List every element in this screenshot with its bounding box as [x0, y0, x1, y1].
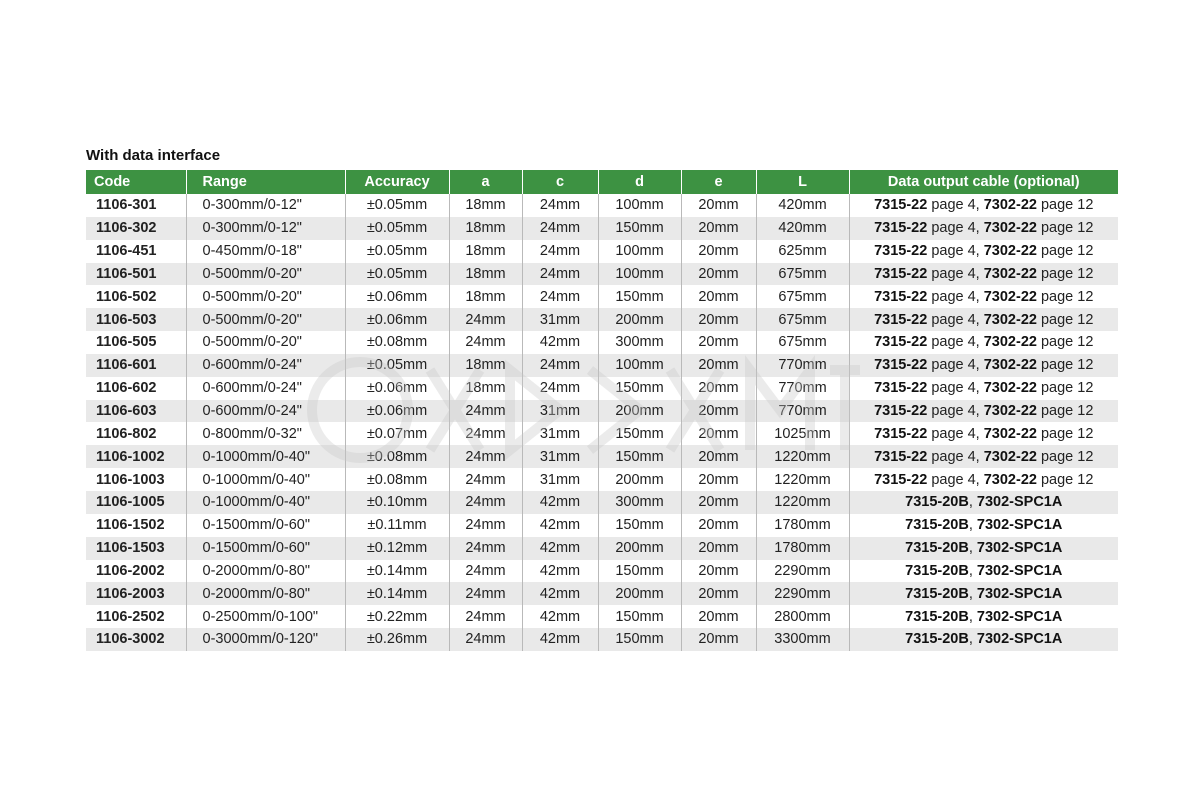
cell-l: 1780mm: [756, 514, 849, 537]
cell-d: 200mm: [598, 400, 681, 423]
cell-data-output-cable: [849, 263, 1118, 286]
cable-page-ref: page 4,: [927, 243, 984, 260]
cell-accuracy: ±0.11mm: [345, 514, 449, 537]
cell-data-output-cable: [849, 560, 1118, 583]
table-row: [86, 354, 1118, 377]
cell-code: 1106-1005: [86, 491, 186, 514]
table-header-row: [86, 170, 1118, 194]
cable-part-number: 7302-22: [983, 265, 1037, 282]
table-row: [86, 331, 1118, 354]
cable-part-number: 7315-22: [874, 334, 928, 351]
table-row: [86, 263, 1118, 286]
cable-part-number: 7315-22: [874, 197, 928, 214]
table-row: [86, 445, 1118, 468]
cell-range: 0-1000mm/0-40": [186, 445, 345, 468]
cell-a: 18mm: [449, 217, 522, 240]
cell-e: 20mm: [681, 308, 756, 331]
cell-accuracy: ±0.26mm: [345, 628, 449, 651]
table-row: [86, 240, 1118, 263]
cell-code: 1106-601: [86, 354, 186, 377]
cell-c: 42mm: [522, 514, 598, 537]
cell-range: 0-600mm/0-24": [186, 354, 345, 377]
cell-code: 1106-603: [86, 400, 186, 423]
cable-part-number: 7315-20B: [905, 631, 969, 648]
cell-d: 100mm: [598, 194, 681, 217]
cell-code: 1106-505: [86, 331, 186, 354]
cell-code: 1106-3002: [86, 628, 186, 651]
cell-data-output-cable: [849, 468, 1118, 491]
cable-part-number: 7302-22: [983, 357, 1037, 374]
cell-d: 150mm: [598, 628, 681, 651]
cable-part-number: 7315-20B: [905, 517, 969, 534]
cell-c: 24mm: [522, 240, 598, 263]
cell-a: 24mm: [449, 582, 522, 605]
cell-range: 0-300mm/0-12": [186, 194, 345, 217]
cell-range: 0-600mm/0-24": [186, 400, 345, 423]
cell-code: 1106-602: [86, 377, 186, 400]
cable-part-number: 7315-22: [874, 403, 928, 420]
cell-a: 24mm: [449, 514, 522, 537]
table-row: [86, 560, 1118, 583]
cell-code: 1106-1503: [86, 537, 186, 560]
cell-a: 24mm: [449, 445, 522, 468]
cell-e: 20mm: [681, 560, 756, 583]
cell-e: 20mm: [681, 263, 756, 286]
cell-code: 1106-1002: [86, 445, 186, 468]
cell-a: 24mm: [449, 491, 522, 514]
cell-range: 0-2000mm/0-80": [186, 560, 345, 583]
cell-range: 0-300mm/0-12": [186, 217, 345, 240]
cell-data-output-cable: [849, 240, 1118, 263]
cable-part-number: 7315-22: [874, 471, 928, 488]
cell-c: 42mm: [522, 628, 598, 651]
table-row: [86, 605, 1118, 628]
cell-accuracy: ±0.07mm: [345, 422, 449, 445]
cell-range: 0-500mm/0-20": [186, 331, 345, 354]
cell-accuracy: ±0.06mm: [345, 400, 449, 423]
cell-l: 770mm: [756, 377, 849, 400]
cable-part-number: 7302-SPC1A: [976, 585, 1063, 602]
cell-code: 1106-451: [86, 240, 186, 263]
cell-a: 18mm: [449, 240, 522, 263]
cable-page-ref: page 12: [1036, 334, 1094, 351]
cable-page-ref: page 4,: [927, 357, 984, 374]
cell-accuracy: ±0.10mm: [345, 491, 449, 514]
cell-l: 420mm: [756, 194, 849, 217]
cable-part-number: 7315-22: [874, 448, 928, 465]
cell-l: 2290mm: [756, 582, 849, 605]
cable-page-ref: page 4,: [927, 265, 984, 282]
cable-part-number: 7302-SPC1A: [976, 631, 1063, 648]
table-row: [86, 422, 1118, 445]
cell-accuracy: ±0.12mm: [345, 537, 449, 560]
cable-part-number: 7302-SPC1A: [976, 540, 1063, 557]
cell-c: 31mm: [522, 468, 598, 491]
cell-data-output-cable: [849, 491, 1118, 514]
cable-part-number: 7302-22: [983, 311, 1037, 328]
cable-page-ref: ,: [968, 585, 977, 602]
cell-a: 24mm: [449, 331, 522, 354]
cable-part-number: 7315-22: [874, 265, 928, 282]
cell-c: 31mm: [522, 445, 598, 468]
cell-range: 0-800mm/0-32": [186, 422, 345, 445]
cell-d: 150mm: [598, 560, 681, 583]
cell-d: 150mm: [598, 445, 681, 468]
cell-l: 1220mm: [756, 468, 849, 491]
cable-part-number: 7302-22: [983, 197, 1037, 214]
cell-d: 300mm: [598, 491, 681, 514]
cell-d: 200mm: [598, 468, 681, 491]
cell-data-output-cable: [849, 422, 1118, 445]
cell-data-output-cable: [849, 514, 1118, 537]
cell-d: 200mm: [598, 582, 681, 605]
cell-code: 1106-302: [86, 217, 186, 240]
cell-d: 100mm: [598, 263, 681, 286]
cable-page-ref: page 4,: [927, 380, 984, 397]
cell-c: 24mm: [522, 217, 598, 240]
cable-part-number: 7302-22: [983, 471, 1037, 488]
cell-data-output-cable: [849, 582, 1118, 605]
cell-a: 18mm: [449, 194, 522, 217]
cell-range: 0-1500mm/0-60": [186, 537, 345, 560]
cable-part-number: 7315-22: [874, 380, 928, 397]
cable-part-number: 7315-20B: [905, 608, 969, 625]
cable-page-ref: page 4,: [927, 403, 984, 420]
cell-accuracy: ±0.14mm: [345, 582, 449, 605]
cell-d: 150mm: [598, 422, 681, 445]
cell-range: 0-2000mm/0-80": [186, 582, 345, 605]
cell-l: 2800mm: [756, 605, 849, 628]
cell-e: 20mm: [681, 422, 756, 445]
cell-code: 1106-1502: [86, 514, 186, 537]
cell-range: 0-450mm/0-18": [186, 240, 345, 263]
cable-page-ref: page 12: [1036, 380, 1094, 397]
cell-e: 20mm: [681, 537, 756, 560]
cell-code: 1106-2002: [86, 560, 186, 583]
cable-part-number: 7302-22: [983, 243, 1037, 260]
cell-a: 24mm: [449, 468, 522, 491]
cell-code: 1106-503: [86, 308, 186, 331]
cable-page-ref: page 12: [1036, 471, 1094, 488]
cell-accuracy: ±0.06mm: [345, 377, 449, 400]
cell-d: 100mm: [598, 240, 681, 263]
cell-e: 20mm: [681, 400, 756, 423]
cell-c: 24mm: [522, 263, 598, 286]
cell-l: 770mm: [756, 354, 849, 377]
cell-code: 1106-802: [86, 422, 186, 445]
table-row: [86, 400, 1118, 423]
cell-c: 42mm: [522, 605, 598, 628]
cell-l: 770mm: [756, 400, 849, 423]
table-row: [86, 628, 1118, 651]
cell-c: 24mm: [522, 354, 598, 377]
cell-e: 20mm: [681, 240, 756, 263]
cell-a: 18mm: [449, 354, 522, 377]
cable-part-number: 7315-22: [874, 357, 928, 374]
cable-page-ref: ,: [968, 631, 977, 648]
cell-a: 24mm: [449, 400, 522, 423]
cell-a: 18mm: [449, 377, 522, 400]
cable-part-number: 7315-22: [874, 220, 928, 237]
cell-l: 420mm: [756, 217, 849, 240]
cell-data-output-cable: [849, 354, 1118, 377]
cell-a: 24mm: [449, 628, 522, 651]
cell-accuracy: ±0.08mm: [345, 445, 449, 468]
cable-part-number: 7315-22: [874, 243, 928, 260]
cable-part-number: 7302-22: [983, 425, 1037, 442]
table-row: [86, 537, 1118, 560]
cell-c: 42mm: [522, 331, 598, 354]
cable-part-number: 7302-SPC1A: [976, 494, 1063, 511]
cell-range: 0-1000mm/0-40": [186, 491, 345, 514]
cable-part-number: 7302-22: [983, 288, 1037, 305]
cable-page-ref: page 4,: [927, 288, 984, 305]
cell-accuracy: ±0.05mm: [345, 194, 449, 217]
cell-range: 0-1500mm/0-60": [186, 514, 345, 537]
cable-page-ref: page 4,: [927, 220, 984, 237]
cable-page-ref: page 12: [1036, 448, 1094, 465]
cable-page-ref: page 12: [1036, 243, 1094, 260]
cell-l: 675mm: [756, 285, 849, 308]
spec-table: [86, 170, 1118, 651]
cell-e: 20mm: [681, 628, 756, 651]
column-header-d: d: [598, 170, 681, 194]
cell-a: 18mm: [449, 285, 522, 308]
cell-accuracy: ±0.08mm: [345, 331, 449, 354]
cable-page-ref: ,: [968, 608, 977, 625]
cell-d: 100mm: [598, 354, 681, 377]
cell-c: 24mm: [522, 285, 598, 308]
cell-data-output-cable: [849, 445, 1118, 468]
cable-page-ref: page 4,: [927, 197, 984, 214]
cell-c: 31mm: [522, 400, 598, 423]
cell-e: 20mm: [681, 285, 756, 308]
cell-data-output-cable: [849, 628, 1118, 651]
cell-e: 20mm: [681, 445, 756, 468]
cable-page-ref: page 4,: [927, 311, 984, 328]
cell-accuracy: ±0.08mm: [345, 468, 449, 491]
cell-data-output-cable: [849, 377, 1118, 400]
cable-part-number: 7315-20B: [905, 494, 969, 511]
table-row: [86, 308, 1118, 331]
cell-e: 20mm: [681, 514, 756, 537]
cable-page-ref: ,: [968, 494, 977, 511]
cell-c: 24mm: [522, 377, 598, 400]
cell-code: 1106-1003: [86, 468, 186, 491]
cell-data-output-cable: [849, 400, 1118, 423]
cable-part-number: 7302-22: [983, 403, 1037, 420]
table-row: [86, 217, 1118, 240]
cell-a: 18mm: [449, 263, 522, 286]
cell-code: 1106-301: [86, 194, 186, 217]
column-header-data-output-cable: Data output cable (optional): [849, 170, 1118, 194]
table-row: [86, 468, 1118, 491]
table-body: [86, 194, 1118, 651]
cable-page-ref: page 12: [1036, 311, 1094, 328]
cell-c: 42mm: [522, 582, 598, 605]
cell-l: 675mm: [756, 308, 849, 331]
cable-page-ref: page 4,: [927, 448, 984, 465]
cell-data-output-cable: [849, 308, 1118, 331]
cable-page-ref: page 12: [1036, 425, 1094, 442]
table-row: [86, 582, 1118, 605]
column-header-accuracy: Accuracy: [345, 170, 449, 194]
cell-data-output-cable: [849, 285, 1118, 308]
cell-range: 0-500mm/0-20": [186, 285, 345, 308]
cell-range: 0-500mm/0-20": [186, 263, 345, 286]
cell-a: 24mm: [449, 422, 522, 445]
cell-d: 200mm: [598, 537, 681, 560]
cell-accuracy: ±0.05mm: [345, 263, 449, 286]
table-row: [86, 285, 1118, 308]
cell-e: 20mm: [681, 468, 756, 491]
column-header-c: c: [522, 170, 598, 194]
cable-page-ref: page 4,: [927, 425, 984, 442]
cable-part-number: 7315-22: [874, 311, 928, 328]
cell-e: 20mm: [681, 582, 756, 605]
cell-data-output-cable: [849, 194, 1118, 217]
table-row: [86, 491, 1118, 514]
cell-l: 1220mm: [756, 445, 849, 468]
cell-c: 42mm: [522, 491, 598, 514]
cable-part-number: 7302-22: [983, 380, 1037, 397]
table-row: [86, 194, 1118, 217]
cell-data-output-cable: [849, 331, 1118, 354]
cell-e: 20mm: [681, 377, 756, 400]
column-header-e: e: [681, 170, 756, 194]
cable-page-ref: page 12: [1036, 197, 1094, 214]
cell-data-output-cable: [849, 537, 1118, 560]
cell-d: 150mm: [598, 514, 681, 537]
cell-c: 31mm: [522, 422, 598, 445]
cell-accuracy: ±0.05mm: [345, 354, 449, 377]
cell-l: 3300mm: [756, 628, 849, 651]
cell-d: 150mm: [598, 217, 681, 240]
cell-code: 1106-502: [86, 285, 186, 308]
cable-page-ref: page 12: [1036, 265, 1094, 282]
cell-l: 2290mm: [756, 560, 849, 583]
cable-page-ref: ,: [968, 517, 977, 534]
cable-page-ref: page 12: [1036, 220, 1094, 237]
cell-l: 625mm: [756, 240, 849, 263]
cell-a: 24mm: [449, 308, 522, 331]
cell-range: 0-500mm/0-20": [186, 308, 345, 331]
cable-part-number: 7315-20B: [905, 562, 969, 579]
cell-accuracy: ±0.14mm: [345, 560, 449, 583]
cable-part-number: 7315-22: [874, 425, 928, 442]
cell-a: 24mm: [449, 605, 522, 628]
cable-part-number: 7315-20B: [905, 585, 969, 602]
cell-l: 1025mm: [756, 422, 849, 445]
cell-code: 1106-2003: [86, 582, 186, 605]
cell-c: 42mm: [522, 537, 598, 560]
cell-code: 1106-2502: [86, 605, 186, 628]
cable-page-ref: page 12: [1036, 357, 1094, 374]
cell-range: 0-600mm/0-24": [186, 377, 345, 400]
cell-c: 42mm: [522, 560, 598, 583]
column-header-code: Code: [86, 170, 186, 194]
cell-c: 31mm: [522, 308, 598, 331]
cell-accuracy: ±0.22mm: [345, 605, 449, 628]
cell-code: 1106-501: [86, 263, 186, 286]
cell-accuracy: ±0.06mm: [345, 308, 449, 331]
cell-l: 675mm: [756, 331, 849, 354]
section-title: With data interface: [86, 147, 221, 164]
cable-part-number: 7302-22: [983, 448, 1037, 465]
table-row: [86, 514, 1118, 537]
table-row: [86, 377, 1118, 400]
cable-part-number: 7302-SPC1A: [976, 517, 1063, 534]
cable-part-number: 7302-22: [983, 334, 1037, 351]
cable-page-ref: page 4,: [927, 334, 984, 351]
column-header-range: Range: [186, 170, 345, 194]
cell-l: 1220mm: [756, 491, 849, 514]
cell-range: 0-3000mm/0-120": [186, 628, 345, 651]
cable-part-number: 7302-SPC1A: [976, 562, 1063, 579]
cell-accuracy: ±0.06mm: [345, 285, 449, 308]
cable-part-number: 7302-SPC1A: [976, 608, 1063, 625]
cable-page-ref: page 12: [1036, 288, 1094, 305]
cell-d: 300mm: [598, 331, 681, 354]
cell-data-output-cable: [849, 605, 1118, 628]
cable-page-ref: ,: [968, 562, 977, 579]
cell-e: 20mm: [681, 194, 756, 217]
cell-accuracy: ±0.05mm: [345, 240, 449, 263]
cell-c: 24mm: [522, 194, 598, 217]
cell-e: 20mm: [681, 331, 756, 354]
cell-e: 20mm: [681, 354, 756, 377]
cable-page-ref: page 4,: [927, 471, 984, 488]
cell-accuracy: ±0.05mm: [345, 217, 449, 240]
cell-data-output-cable: [849, 217, 1118, 240]
cable-page-ref: page 12: [1036, 403, 1094, 420]
cable-part-number: 7315-22: [874, 288, 928, 305]
cell-range: 0-1000mm/0-40": [186, 468, 345, 491]
cell-e: 20mm: [681, 491, 756, 514]
column-header-l: L: [756, 170, 849, 194]
cell-l: 1780mm: [756, 537, 849, 560]
cell-d: 150mm: [598, 285, 681, 308]
cell-l: 675mm: [756, 263, 849, 286]
cell-d: 200mm: [598, 308, 681, 331]
cable-page-ref: ,: [968, 540, 977, 557]
cable-part-number: 7315-20B: [905, 540, 969, 557]
cell-d: 150mm: [598, 605, 681, 628]
cell-e: 20mm: [681, 217, 756, 240]
column-header-a: a: [449, 170, 522, 194]
cell-range: 0-2500mm/0-100": [186, 605, 345, 628]
cable-part-number: 7302-22: [983, 220, 1037, 237]
cell-a: 24mm: [449, 560, 522, 583]
cell-d: 150mm: [598, 377, 681, 400]
cell-a: 24mm: [449, 537, 522, 560]
cell-e: 20mm: [681, 605, 756, 628]
